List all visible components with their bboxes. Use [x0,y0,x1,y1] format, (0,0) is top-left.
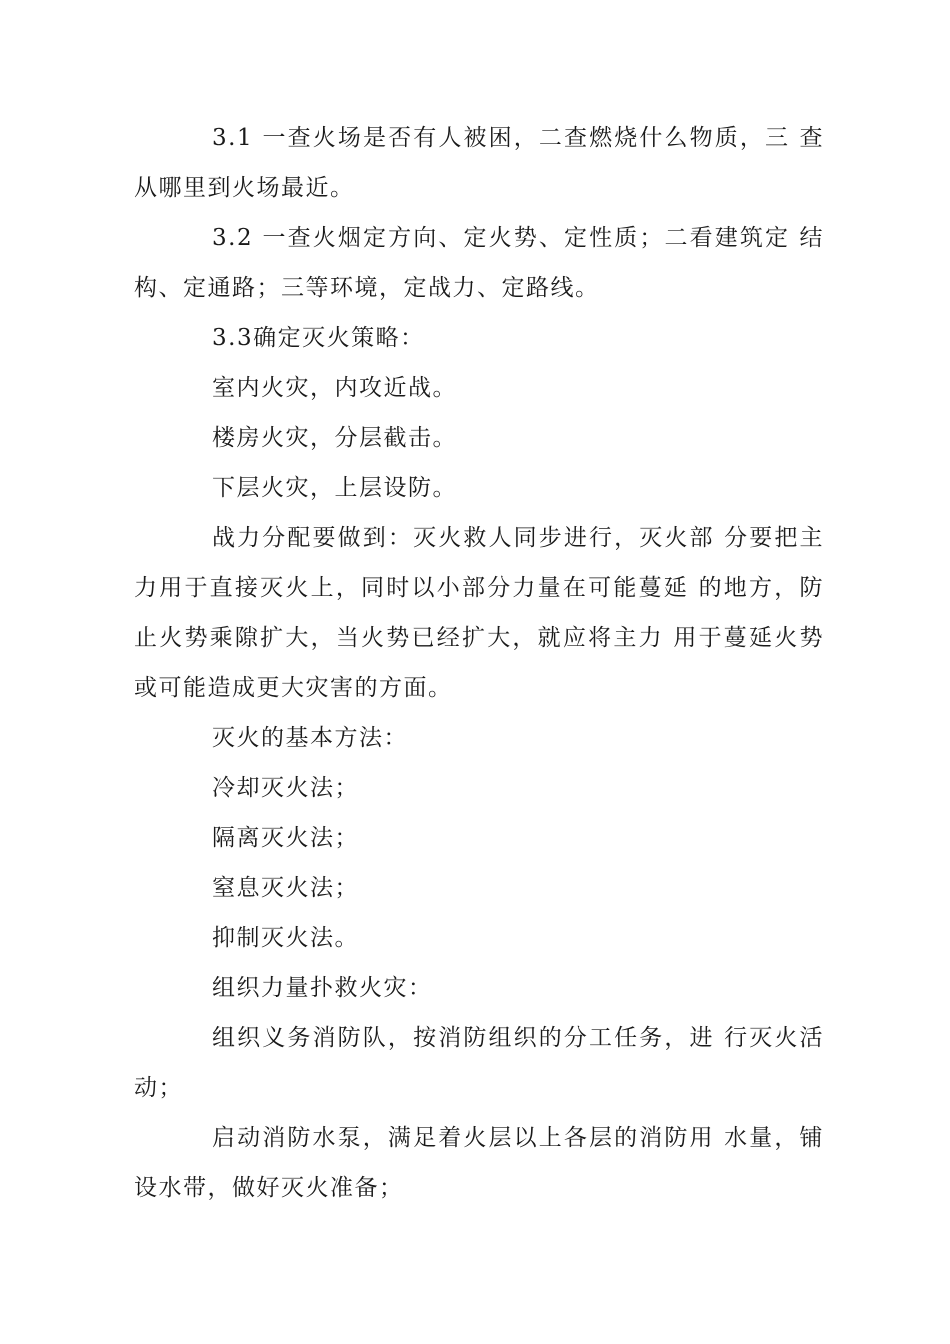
strategy-indoor-fire: 室内火灾，内攻近战。 [212,375,457,401]
organize-forces-heading: 组织力量扑救火灾： [212,975,433,1001]
methods-heading: 灭火的基本方法： [212,725,408,751]
document-body [134,113,824,1213]
fire-pump-paragraph: 启动消防水泵，满足着火层以上各层的消防用 水量，铺设水带，做好灭火准备； [134,1125,824,1201]
paragraph-3-3-heading: 3.3确定灭火策略： [212,325,425,351]
paragraph-3-2: 3.2 一查火烟定方向、定火势、定性质；二看建筑定 结构、定通路；三等环境，定战力、定路线。 [134,225,824,301]
method-isolation: 隔离灭火法； [212,825,359,851]
volunteer-team-paragraph: 组织义务消防队，按消防组织的分工任务，进 行灭火活动； [134,1025,824,1101]
method-smothering: 窒息灭火法； [212,875,359,901]
strategy-lower-floor-fire: 下层火灾，上层设防。 [212,475,457,501]
paragraph-3-1: 3.1 一查火场是否有人被困，二查燃烧什么物质，三 查从哪里到火场最近。 [134,125,824,201]
method-inhibition: 抑制灭火法。 [212,925,359,951]
force-allocation-paragraph: 战力分配要做到：灭火救人同步进行，灭火部 分要把主力用于直接灭火上，同时以小部分力量在可能蔓延 的地方，防止火势乘隙扩大，当火势已经扩大，就应将主力 用于蔓延火势或可能造成更大灾害的方面。 [134,525,824,701]
method-cooling: 冷却灭火法； [212,775,359,801]
strategy-building-fire: 楼房火灾，分层截击。 [212,425,457,451]
